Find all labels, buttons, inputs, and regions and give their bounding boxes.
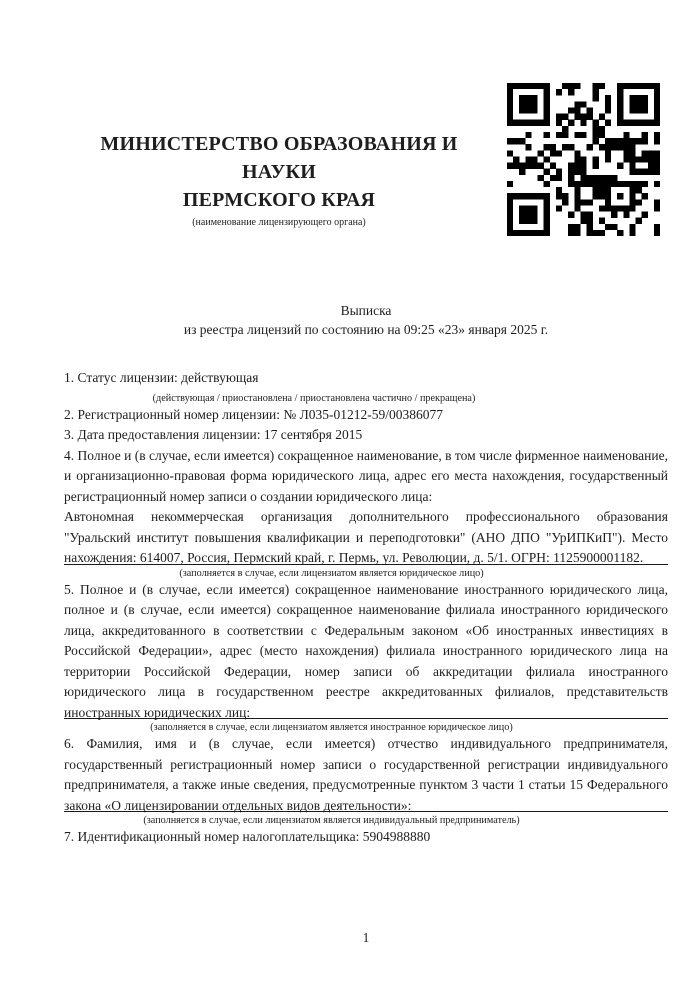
item-5-fill-note: (заполняется в случае, если лицензиатом является иностранное юридическое лицо) <box>150 722 513 733</box>
qr-code <box>507 83 660 236</box>
item-4-legal-entity-heading: 4. Полное и (в случае, если имеется) сокращенное наименование, в том числе фирменное наименование, и организационно-правовая форма юридического лица, адрес его места нахождения, государственный регистрационный номер записи о создании юридического лица: <box>64 447 668 504</box>
item-1-license-status: 1. Статус лицензии: действующая <box>64 370 259 385</box>
item-3-grant-date: 3. Дата предоставления лицензии: 17 сентября 2015 <box>64 427 363 442</box>
item-7-taxpayer-number: 7. Идентификационный номер налогоплательщика: 5904988880 <box>64 829 431 844</box>
document-title <box>64 301 668 339</box>
item-6-fill-note: (заполняется в случае, если лицензиатом является индивидуальный предприниматель) <box>143 815 520 826</box>
ministry-name-line2: ПЕРМСКОГО КРАЯ <box>182 189 376 211</box>
title-line2: из реестра лицензий по состоянию на 09:25 «23» января 2025 г. <box>183 322 549 337</box>
licensing-authority-caption: (наименование лицензирующего органа) <box>192 217 366 228</box>
ministry-name-line1: МИНИСТЕРСТВО ОБРАЗОВАНИЯ И НАУКИ <box>100 133 458 183</box>
document-header <box>64 130 494 229</box>
item-1-status-options-note: (действующая / приостановлена / приостановлена частично / прекращена) <box>152 392 476 404</box>
item-5-foreign-entity-heading: 5. Полное и (в случае, если имеется) сокращенное наименование иностранного юридического лица, полное и (в случае, если имеется) сокращенное наименование филиала иностранного юридического лица, аккредитованного в соответствии с Федеральным законом «Об иностранных инвестициях в Российской Федерации», адрес (место нахождения) филиала иностранного юридического лица на территории Российской Федерации, номер записи об аккредитации филиала иностранного юридического лица в государственном реестре аккредитованных филиалов, представительств иностранных юридических лиц: <box>64 581 668 720</box>
document-body <box>64 368 668 848</box>
title-line1: Выписка <box>340 303 392 318</box>
page-number: 1 <box>362 930 370 945</box>
item-2-registration-number: 2. Регистрационный номер лицензии: № Л035-01212-59/00386077 <box>64 406 444 422</box>
qr-code-graphic <box>507 83 660 236</box>
item-6-entrepreneur-heading: 6. Фамилия, имя и (в случае, если имеется) отчество индивидуального предпринимателя, государственный регистрационный номер записи о государственной регистрации индивидуального предпринимателя, а также иные сведения, предусмотренные пунктом 3 части 1 статьи 15 Федерального закона «О лицензировании отдельных видов деятельности»: <box>64 736 668 813</box>
item-4-legal-entity-value: Автономная некоммерческая организация дополнительного профессионального образования "Уральский институт повышения квалификации и переподготовки" (АНО ДПО "УрИПКиП"). Место нахождения: 614007, Россия, Пермский край, г. Пермь, ул. Революции, д. 5/1. ОГРН: 1125900001182. <box>64 509 668 565</box>
item-4-fill-note: (заполняется в случае, если лицензиатом является юридическое лицо) <box>179 567 484 579</box>
